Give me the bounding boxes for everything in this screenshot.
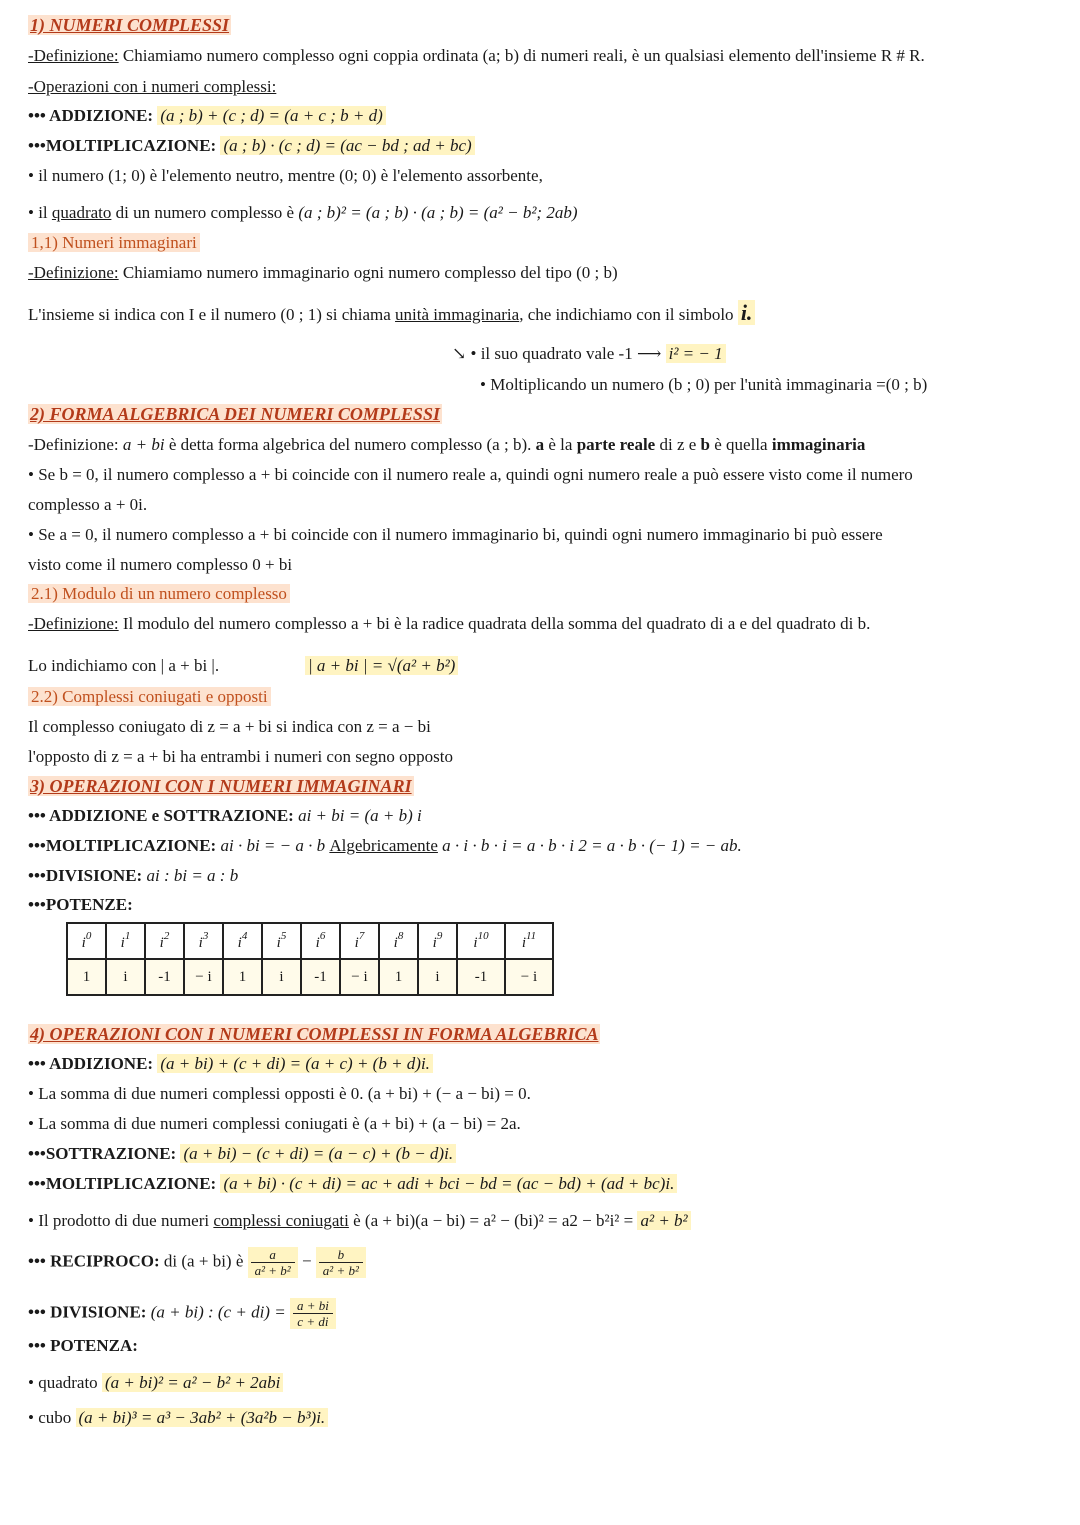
modulus-formula: | a + bi | = √(a² + b²) — [305, 655, 458, 677]
power-cell: $i^0$ — [67, 923, 106, 959]
power-cell: $i^3$ — [184, 923, 223, 959]
power-value: 1 — [67, 959, 106, 995]
section-1-1-title: 1,1) Numeri immaginari — [28, 232, 200, 254]
power-value: i — [418, 959, 457, 995]
b-zero-line-1: • Se b = 0, il numero complesso a + bi coincide con il numero reale a, quindi ogni numero reale a può essere visto come il numero — [28, 465, 913, 484]
power-cell: $i^8$ — [379, 923, 418, 959]
power-value: -1 — [145, 959, 184, 995]
imaginary-division: •••DIVISIONE: ai : bi = a : b — [28, 866, 239, 885]
conjugate-product: • Il prodotto di due numeri complessi coniugati è (a + bi)(a − bi) = a² − (bi)² = a2 − b²i² = a² + b² — [28, 1210, 691, 1232]
power-value: 1 — [223, 959, 262, 995]
algebraic-division: ••• DIVISIONE: (a + bi) : (c + di) = $\frac{a + bi}{c + di}$ — [28, 1298, 336, 1329]
complex-multiplication: •••MOLTIPLICAZIONE: (a ; b) · (c ; d) = (ac − bd ; ad + bc) — [28, 135, 475, 157]
cube-formula: • cubo (a + bi)³ = a³ − 3ab² + (3a²b − b³)i. — [28, 1407, 328, 1429]
power-value: -1 — [301, 959, 340, 995]
neutral-element: • il numero (1; 0) è l'elemento neutro, mentre (0; 0) è l'elemento assorbente, — [28, 166, 543, 185]
b-zero-line-2: complesso a + 0i. — [28, 495, 148, 514]
power-cell: $i^4$ — [223, 923, 262, 959]
power-value: 1 — [379, 959, 418, 995]
section-1-definition: -Definizione: Chiamiamo numero complesso ogni coppia ordinata (a; b) di numeri reali, è un qualsiasi elemento dell'insieme R # R. — [28, 46, 925, 65]
power-value: − i — [505, 959, 553, 995]
conjugate-line: Il complesso coniugato di z = a + bi si indica con z = a − bi — [28, 717, 431, 736]
algebraic-multiplication: •••MOLTIPLICAZIONE: (a + bi) · (c + di) = ac + adi + bci − bd = (ac − bd) + (ad + bc)i. — [28, 1173, 677, 1195]
power-cell: $i^1$ — [106, 923, 145, 959]
reciprocal-fraction-2: $\frac{b}{\text{a² + b²}}$ — [316, 1247, 366, 1278]
section-4-title: 4) OPERAZIONI CON I NUMERI COMPLESSI IN FORMA ALGEBRICA — [30, 1024, 599, 1044]
power-cell: $i^5$ — [262, 923, 301, 959]
conjugate-sum: • La somma di due numeri complessi coniugati è (a + bi) + (a − bi) = 2a. — [28, 1114, 521, 1133]
modulus-notation: Lo indichiamo con | a + bi |. — [28, 656, 220, 675]
powers-label: ••• POTENZA: — [28, 1336, 138, 1355]
algebraic-addition: ••• ADDIZIONE: (a + bi) + (c + di) = (a + c) + (b + d)i. — [28, 1053, 433, 1075]
arrow-icon: ↘ — [452, 344, 467, 363]
modulus-definition: -Definizione: Il modulo del numero complesso a + bi è la radice quadrata della somma del quadrato di a e del quadrato di b. — [28, 614, 871, 633]
power-value: i — [262, 959, 301, 995]
imaginary-definition: -Definizione: Chiamiamo numero immaginario ogni numero complesso del tipo (0 ; b) — [28, 263, 618, 282]
algebraic-subtraction: •••SOTTRAZIONE: (a + bi) − (c + di) = (a − c) + (b − d)i. — [28, 1143, 456, 1165]
a-zero-line-1: • Se a = 0, il numero complesso a + bi coincide con il numero immaginario bi, quindi ogni numero immaginario bi può essere — [28, 525, 883, 544]
section-2-2-title: 2.2) Complessi coniugati e opposti — [28, 686, 271, 708]
complex-addition: ••• ADDIZIONE: (a ; b) + (c ; d) = (a + c ; b + d) — [28, 105, 386, 127]
power-cell: $i^{10}$ — [457, 923, 505, 959]
imaginary-multiplication: •••MOLTIPLICAZIONE: ai · bi = − a · b Algebricamente a · i · b · i = a · b · i 2 = a · b · (− 1) = − ab. — [28, 836, 742, 855]
powers-header-row — [67, 923, 553, 959]
power-cell: $i^2$ — [145, 923, 184, 959]
multiply-unit-bullet: • Moltiplicando un numero (b ; 0) per l'unità immaginaria =(0 ; b) — [480, 375, 928, 394]
powers-heading: •••POTENZE: — [28, 895, 133, 914]
power-value: − i — [340, 959, 379, 995]
section-1-title: 1) NUMERI COMPLESSI — [30, 15, 230, 35]
reciprocal-fraction-1: $\frac{a}{\text{a² + b²}}$ — [248, 1247, 298, 1278]
imaginary-addition: ••• ADDIZIONE e SOTTRAZIONE: ai + bi = (a + b) i — [28, 806, 422, 825]
power-value: i — [106, 959, 145, 995]
opposite-line: l'opposto di z = a + bi ha entrambi i numeri con segno opposto — [28, 747, 453, 766]
power-value: -1 — [457, 959, 505, 995]
power-cell: $i^7$ — [340, 923, 379, 959]
division-fraction: $\frac{a + bi}{c + di}$ — [290, 1298, 336, 1329]
operations-heading: -Operazioni con i numeri complessi: — [28, 77, 277, 96]
power-cell: $i^{11}$ — [505, 923, 553, 959]
a-zero-line-2: visto come il numero complesso 0 + bi — [28, 555, 293, 574]
section-2-1-title: 2.1) Modulo di un numero complesso — [28, 583, 290, 605]
section-3-title: 3) OPERAZIONI CON I NUMERI IMMAGINARI — [30, 776, 412, 796]
section-2-title: 2) FORMA ALGEBRICA DEI NUMERI COMPLESSI — [30, 404, 440, 424]
imaginary-unit: L'insieme si indica con I e il numero (0 ; 1) si chiama unità immaginaria, che indichiamo con il simbolo i. — [28, 302, 755, 326]
algebraic-form-definition: -Definizione: a + bi è detta forma algebrica del numero complesso (a ; b). a è la parte reale di z e b è quella immaginaria — [28, 435, 866, 454]
opposite-sum: • La somma di due numeri complessi opposti è 0. (a + bi) + (− a − bi) = 0. — [28, 1084, 531, 1103]
powers-table — [66, 922, 554, 996]
powers-value-row — [67, 959, 553, 995]
power-cell: $i^9$ — [418, 923, 457, 959]
reciprocal: ••• RECIPROCO: di (a + bi) è $\frac{a}{\text{a² + b²}}$ − $\frac{b}{\text{a² + b²}}$ — [28, 1247, 366, 1278]
power-cell: $i^6$ — [301, 923, 340, 959]
complex-square: • il quadrato di un numero complesso è (a ; b)² = (a ; b) · (a ; b) = (a² − b²; 2ab) — [28, 203, 578, 222]
power-value: − i — [184, 959, 223, 995]
square-formula: • quadrato (a + bi)² = a² − b² + 2abi — [28, 1372, 283, 1394]
i-square-bullet: ↘ • il suo quadrato vale -1 ⟶ i² = − 1 — [452, 343, 726, 365]
